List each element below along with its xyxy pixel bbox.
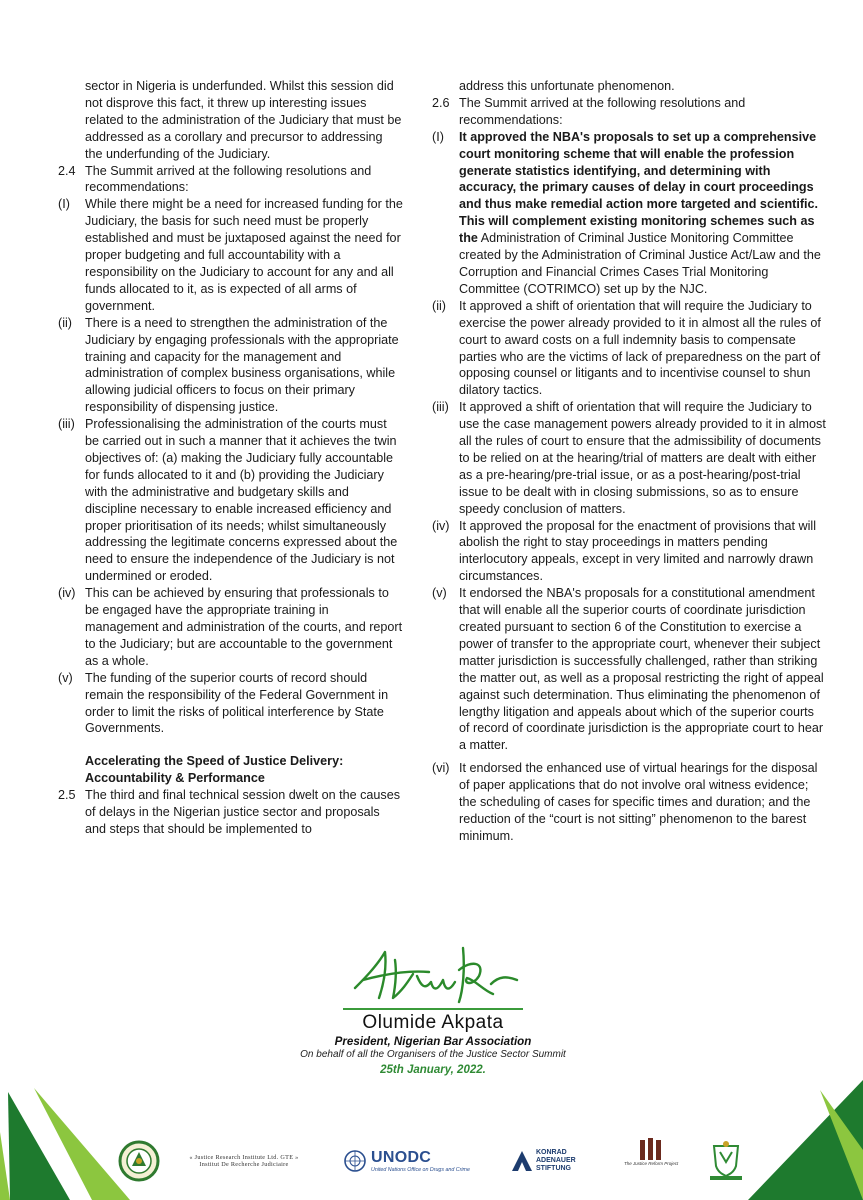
- section-heading: [58, 753, 403, 787]
- partner-logos: [0, 1138, 863, 1184]
- unodc-subtitle: United Nations Office on Drugs and Crime: [371, 1167, 470, 1173]
- jp-subtitle: The Justice Reform Project: [624, 1161, 679, 1166]
- list-item: [58, 670, 403, 738]
- kas-line-3: STIFTUNG: [536, 1165, 571, 1172]
- list-item-label: (v): [432, 586, 447, 601]
- justice-reform-project-logo: [624, 1138, 678, 1184]
- signatory-title: President, Nigerian Bar Association: [334, 1035, 532, 1048]
- handwritten-signature: [333, 940, 533, 1012]
- section-heading-line-2: Accountability & Performance: [85, 771, 265, 786]
- section-number: 2.5: [58, 788, 76, 803]
- list-item-text: It approved a shift of orientation that will require the Judiciary to use the case management powers already provided to it in almost all the rules of court to ensure that the admissibility of documents to be relied on at the hearing/trial of matters are dealt with either as a pre-hearing/pre-trial issue, or as a post-hearing/post-trial issue to be dealt with in closing submissions, so as to ensure speedy conclusion of matters.: [459, 400, 826, 516]
- list-item-plain-text: Administration of Criminal Justice Monitoring Committee created by the Administration of Criminal Justice Act/Law and the Corruption and Financial Crimes Cases Trial Monitoring Committee (COTRIMCO) set up by the NJC.: [459, 231, 821, 296]
- list-item-label: (iv): [58, 586, 76, 601]
- list-item-bold-text: It approved the NBA's proposals to set up a comprehensive court monitoring scheme that will enable the profession generate statistics identifying, and determining with accuracy, the primary causes of delay in court proceedings and thus make remedial action more targeted and scientific. This will complement existing monitoring schemes such as the: [459, 129, 819, 246]
- jri-name: « Justice Research Institute Ltd. GTE »: [189, 1154, 299, 1161]
- list-item-label: (I): [58, 197, 70, 212]
- list-item: [432, 129, 827, 298]
- un-emblem-icon: [343, 1149, 367, 1173]
- list-item-text: There is a need to strengthen the administration of the Judiciary by engaging professionals with the appropriate training and capacity for the management and administration of complex business organisations, while allowing judicial officers to focus on their primary responsibility of dispensing justice.: [85, 315, 399, 415]
- konrad-adenauer-logo: [512, 1138, 576, 1184]
- section-2-5: [58, 787, 403, 838]
- list-item-label: (vi): [432, 761, 450, 776]
- section-text: The third and final technical session dwelt on the causes of delays in the Nigerian justice sector and proposals and steps that should be implemented to: [85, 788, 401, 836]
- section-2-3-continuation: sector in Nigeria is underfunded. Whilst this session did not disprove this fact, it threw up interesting issues related to the administration of the Judiciary that must be addressed as a corollary and precursor to addressing the underfunding of the Judiciary.: [85, 79, 402, 161]
- section-heading-line-1: Accelerating the Speed of Justice Delivery:: [85, 754, 344, 769]
- seal-icon: [118, 1140, 160, 1182]
- section-2-6: [432, 95, 827, 129]
- list-item-label: (iii): [432, 400, 449, 415]
- kas-mark-icon: [512, 1151, 532, 1171]
- list-item-text: The funding of the superior courts of record should remain the responsibility of the Federal Government in order to limit the risks of political interference by State Governments.: [85, 670, 389, 736]
- pillars-icon: [638, 1138, 664, 1160]
- list-item: [58, 585, 403, 670]
- signature-underline: [343, 1008, 523, 1010]
- list-item-label: (iv): [432, 518, 450, 533]
- right-column: [432, 78, 827, 845]
- list-item-text: This can be achieved by ensuring that professionals to be engaged have the appropriate training in management and administration of the courts, and report to the Judiciary; but are accountable to the government as a whole.: [85, 586, 403, 668]
- kas-line-2: ADENAUER: [536, 1157, 576, 1164]
- section-text: The Summit arrived at the following resolutions and recommendations:: [459, 95, 746, 127]
- list-item-label: (ii): [58, 315, 72, 330]
- unodc-logo: [343, 1138, 470, 1184]
- section-number: 2.4: [58, 163, 76, 178]
- list-item: [432, 760, 827, 845]
- section-2-5-continuation: address this unfortunate phenomenon.: [459, 79, 675, 93]
- nba-seal-logo: [118, 1138, 160, 1184]
- list-item: [432, 518, 827, 586]
- justice-research-institute-logo: [180, 1138, 308, 1184]
- signature-date: 25th January, 2022.: [380, 1064, 486, 1076]
- on-behalf-line: On behalf of all the Organisers of the Justice Sector Summit: [300, 1049, 566, 1060]
- section-text: The Summit arrived at the following resolutions and recommendations:: [85, 163, 372, 195]
- coat-of-arms-icon: [706, 1140, 746, 1182]
- list-item-label: (I): [432, 129, 444, 144]
- kas-line-1: KONRAD: [536, 1149, 567, 1156]
- list-item-text: It endorsed the enhanced use of virtual hearings for the disposal of paper applications that do not involve oral witness evidence; the scheduling of cases for specific times and duration; and the reduction of the “court is not sitting” phenomenon to the barest minimum.: [459, 761, 818, 843]
- unodc-name: UNODC: [371, 1149, 432, 1166]
- section-number: 2.6: [432, 95, 450, 110]
- list-item: [432, 399, 827, 517]
- nigerian-coat-of-arms-logo: [706, 1138, 746, 1184]
- list-item: [58, 315, 403, 416]
- list-item-label: (ii): [432, 298, 446, 313]
- list-item: [432, 585, 827, 754]
- jri-subtitle: Institut De Recherche Judiciaire: [199, 1161, 289, 1168]
- list-item-text: Professionalising the administration of the courts must be carried out in such a manner that it achieves the twin objectives of: (a) making the Judiciary fully accountable for funds allocated to it and (b) providing the Judiciary with the administrative and budgetary skills and discipline necessary to enable increased efficiency and proper prioritisation of its needs; whilst simultaneously addressing the legitimate concerns expressed about the need to ensure the independence of the Judiciary is not undermined or eroded.: [85, 417, 398, 584]
- list-item-label: (iii): [58, 417, 75, 432]
- list-item-text: While there might be a need for increased funding for the Judiciary, the basis for such need must be properly established and must be juxtaposed against the need for proper budgeting and full accountability with a responsibility on the Judiciary to account for any and all funds allocated to it, as is expected of all arms of government.: [85, 197, 403, 313]
- signatory-name: Olumide Akpata: [362, 1012, 504, 1033]
- list-item-text: It approved a shift of orientation that will require the Judiciary to exercise the power already provided to it in almost all the rules of court to award costs on a full indemnity basis to compensate parties who are the victims of lack of preparedness on the part of opposing counsel or litigants and to incentivise counsel to shun dilatory tactics.: [459, 298, 821, 398]
- list-item: [58, 416, 403, 585]
- left-column: [58, 78, 403, 838]
- section-2-4: [58, 163, 403, 197]
- list-item-text: [459, 129, 827, 298]
- list-item: [432, 298, 827, 399]
- signature-block: [298, 940, 568, 1076]
- list-item-text: It endorsed the NBA's proposals for a constitutional amendment that will enable all the superior courts of coordinate jurisdiction created pursuant to section 6 of the Constitution to exercise a power of transfer to the appropriate court, whenever their subject matter jurisdiction is successfully challenged, rather than striking the matter out, as well as a proposal restricting the right of appeal against such determination. Thus eliminating the phenomenon of lengthy litigation and appeals about which of the superior courts of record of coordinate jurisdiction is the appropriate court to hear a matter.: [459, 586, 824, 753]
- list-item-text: It approved the proposal for the enactment of provisions that will abolish the right to stay proceedings in matters pending interlocutory appeals, except in very limited and narrowly drawn circumstances.: [459, 518, 817, 584]
- list-item: [58, 196, 403, 314]
- list-item-label: (v): [58, 670, 73, 685]
